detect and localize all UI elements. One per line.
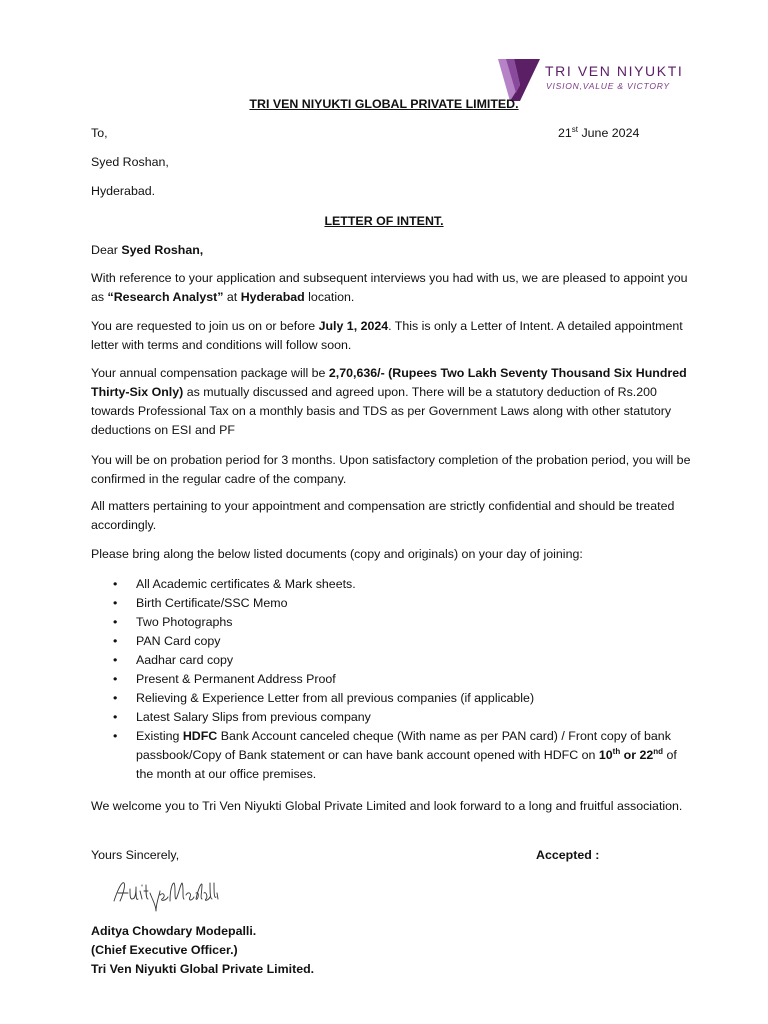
bullet-icon: • [113,653,118,667]
bullet-icon: • [113,729,118,743]
address-to: To, [91,126,108,140]
document-label: PAN Card copy [136,634,221,648]
document-label: Two Photographs [136,615,233,629]
accepted-label: Accepted : [536,848,600,862]
paragraph-appointment [91,269,691,307]
document-label: Birth Certificate/SSC Memo [136,596,288,610]
date-suffix: st [571,124,579,134]
greeting-name: Syed Roshan, [121,243,204,257]
bank-text-3: of the month at our office premises. [136,748,677,781]
company-heading: TRI VEN NIYUKTI GLOBAL PRIVATE LIMITED. [249,97,519,111]
bullet-icon: • [113,710,118,724]
list-item [113,651,693,670]
signatory-company: Tri Ven Niyukti Global Private Limited. [91,962,315,976]
list-item [113,689,693,708]
document-label: Aadhar card copy [136,653,234,667]
list-item [113,708,693,727]
list-item [113,613,693,632]
list-item [113,632,693,651]
signatory-name: Aditya Chowdary Modepalli. [91,924,257,938]
list-item [113,594,693,613]
list-item [113,670,693,689]
closing: Yours Sincerely, [91,848,180,862]
bullet-icon: • [113,615,118,629]
bank-text-1: Existing [136,729,183,743]
bank-day-1-suffix: th [612,746,621,756]
documents-list [113,575,693,784]
paragraph-welcome: We welcome you to Tri Ven Niyukti Global Private Limited and look forward to a long and fruitful association. [91,799,683,813]
list-item [113,575,693,594]
paragraph-joining [91,317,691,355]
bank-day-2: 22 [639,748,654,762]
greeting-prefix: Dear [91,243,122,257]
document-label: Latest Salary Slips from previous company [136,710,371,724]
paragraph-documents-intro: Please bring along the below listed documents (copy and originals) on your day of joining: [91,547,583,561]
handwritten-signature [110,875,220,915]
compensation-amount: 2,70,636/- (Rupees Two Lakh Seventy Thousand Six Hundred Thirty-Six Only) [91,366,687,399]
para1-text-3: location. [304,290,355,304]
bullet-icon: • [113,596,118,610]
document-label: All Academic certificates & Mark sheets. [136,577,356,591]
job-location: Hyderabad [240,290,305,304]
para1-text-1: With reference to your application and subsequent interviews you had with us, we are pleased to appoint you as [91,271,688,304]
job-role: “Research Analyst” [107,290,224,304]
signatory-block [91,922,314,979]
letter-date [558,124,639,143]
bank-name: HDFC [182,729,218,743]
bullet-icon: • [113,577,118,591]
bank-day-2-suffix: nd [653,746,664,756]
joining-date: July 1, 2024 [318,319,389,333]
paragraph-compensation [91,364,691,440]
bank-or: or [620,748,640,762]
para1-text-2: at [223,290,241,304]
bank-text-2: Bank Account canceled cheque (With name as per PAN card) / Front copy of bank passbook/Copy of Bank statement or can have bank account opened with HDFC on [136,729,671,762]
bullet-icon: • [113,691,118,705]
logo-tagline: VISION,VALUE & VICTORY [546,81,670,91]
bank-day-1: 10 [598,748,613,762]
bullet-icon: • [113,634,118,648]
para3-text-1: Your annual compensation package will be [91,366,329,380]
document-label: Present & Permanent Address Proof [136,672,336,686]
list-item-bank [113,727,693,784]
bullet-icon: • [113,672,118,686]
para2-text-2: . This is only a Letter of Intent. A detailed appointment letter with terms and conditions will follow soon. [91,319,683,352]
para3-text-2: as mutually discussed and agreed upon. There will be a statutory deduction of Rs.200 towards Professional Tax on a monthly basis and TDS as per Government Laws along with other statutory deductions on ESI and PF [91,385,672,437]
recipient-name: Syed Roshan, [91,155,169,169]
paragraph-confidential: All matters pertaining to your appointment and compensation are strictly confidential and should be treated accordingly. [91,499,675,532]
letter-title: LETTER OF INTENT. [324,214,444,228]
recipient-city: Hyderabad. [91,184,156,198]
para2-text-1: You are requested to join us on or before [91,319,319,333]
date-day: 21 [558,126,572,140]
date-rest: June 2024 [578,126,640,140]
document-label: Relieving & Experience Letter from all previous companies (if applicable) [136,691,535,705]
logo-name: TRI VEN NIYUKTI [545,63,684,79]
paragraph-probation: You will be on probation period for 3 months. Upon satisfactory completion of the probation period, you will be confirmed in the regular cadre of the company. [91,453,691,486]
signatory-title: (Chief Executive Officer.) [91,943,238,957]
greeting [91,241,691,260]
